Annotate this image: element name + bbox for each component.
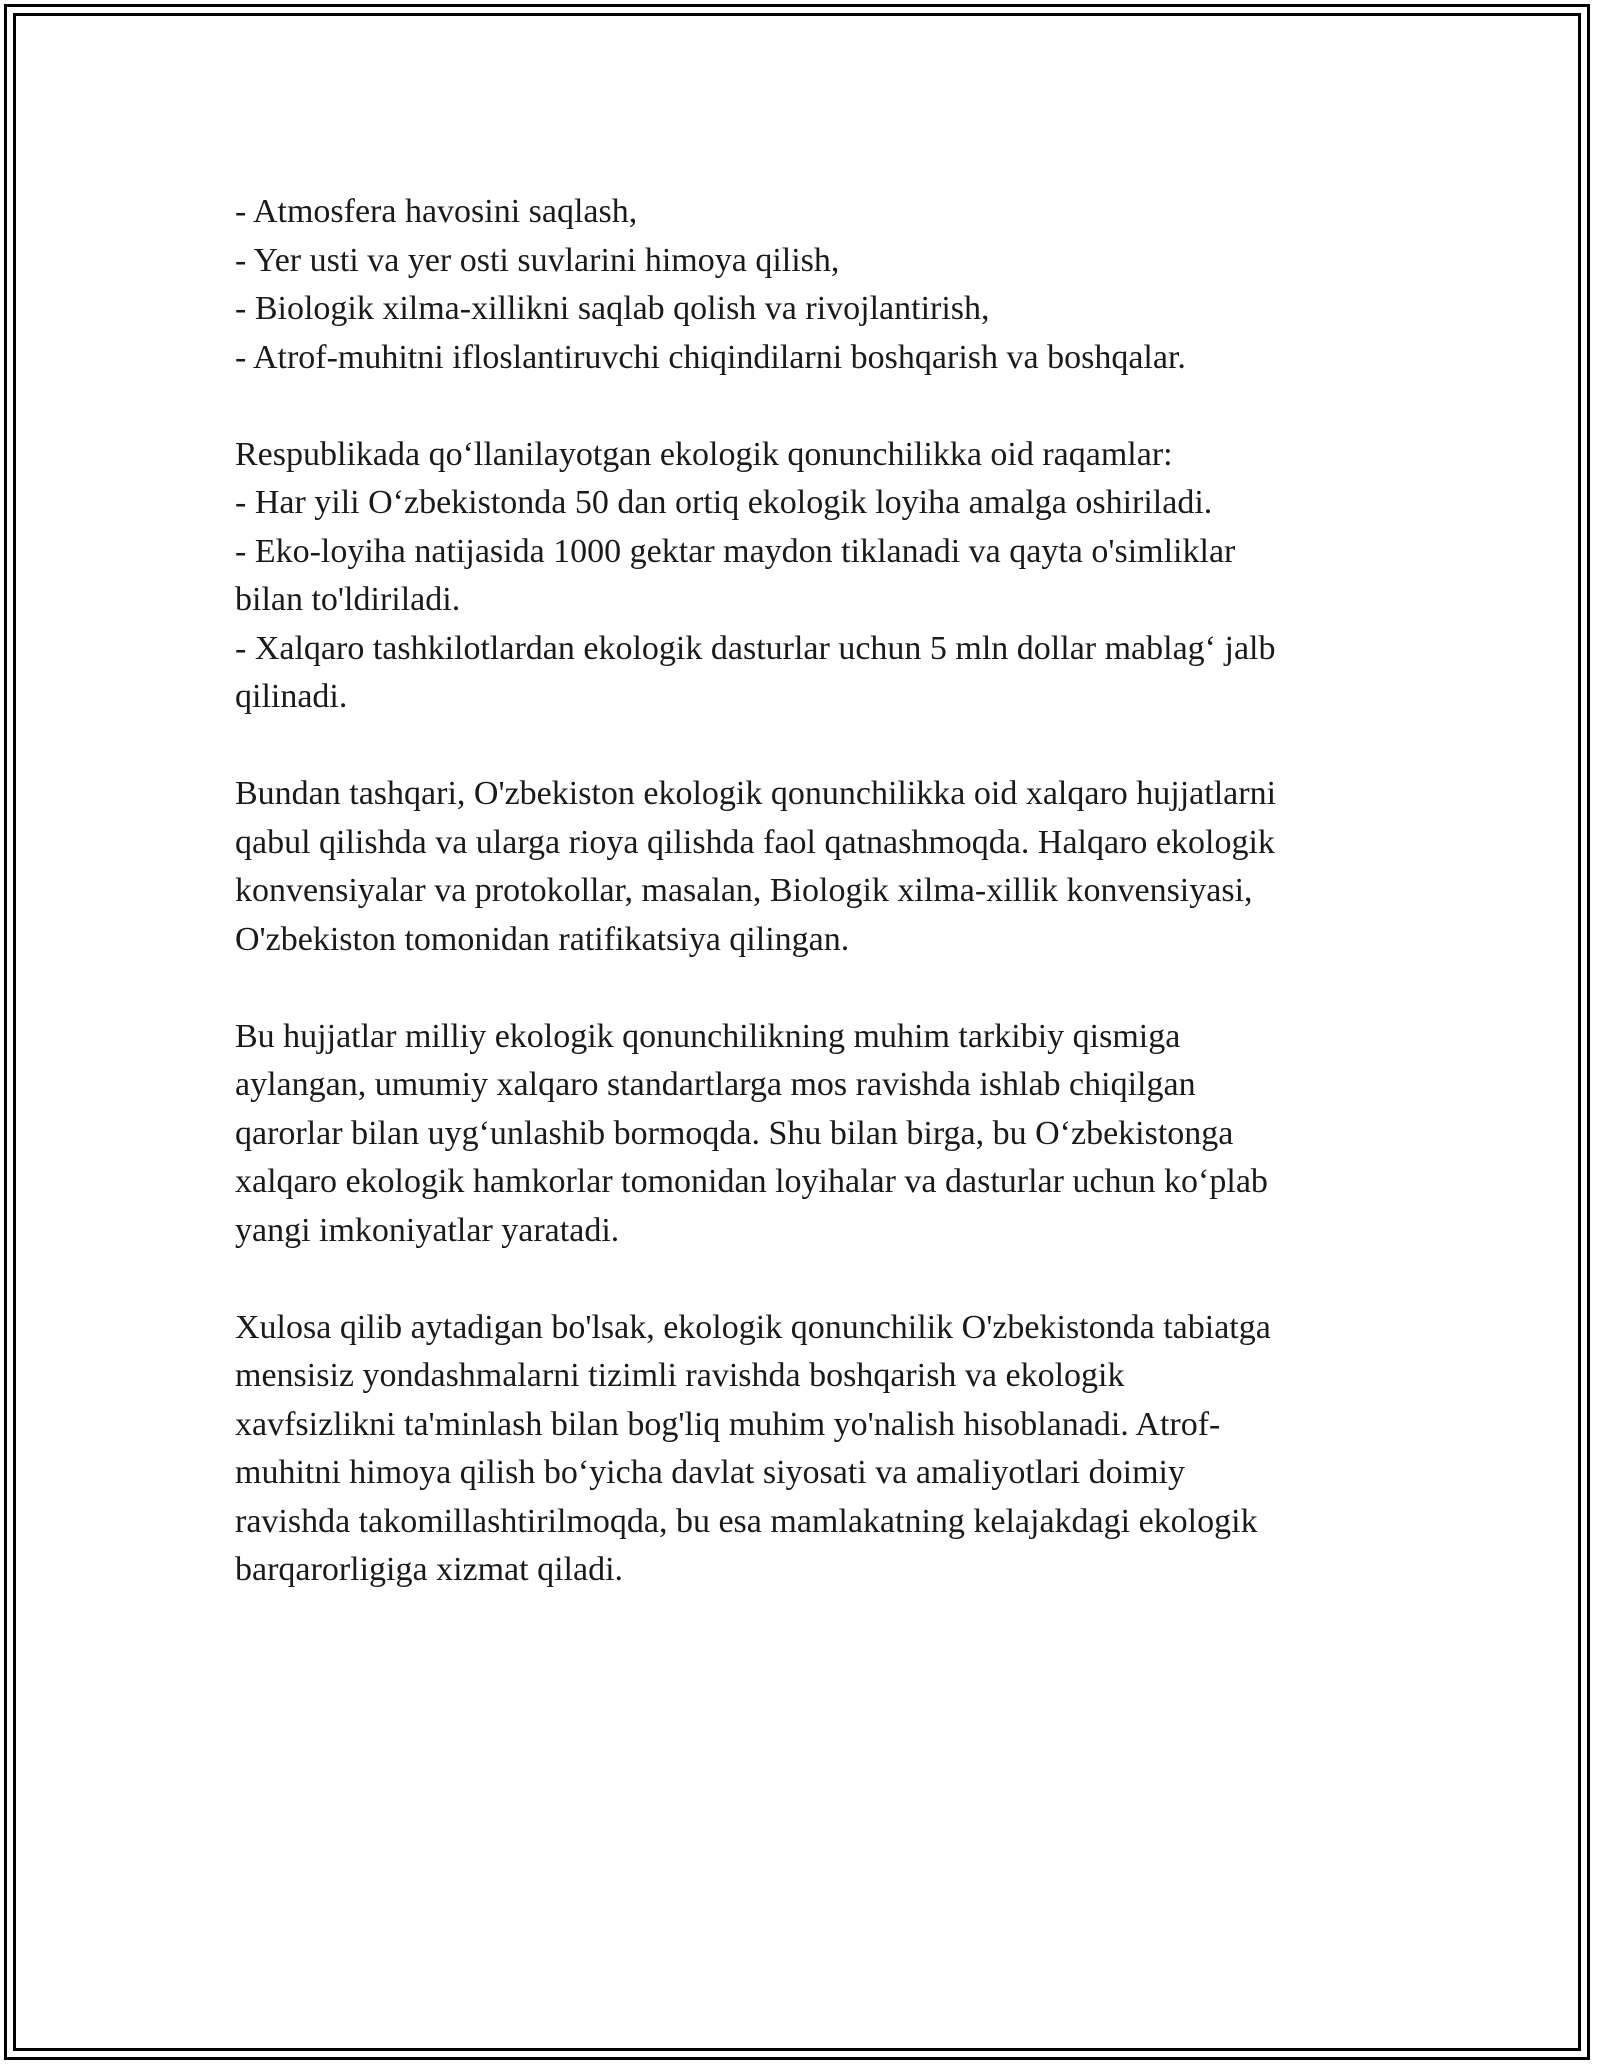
- text-line: aylangan, umumiy xalqaro standartlarga mos ravishda ishlab chiqilgan: [235, 1066, 1196, 1103]
- paragraph-international-documents: [235, 770, 1365, 964]
- list-item: - Atmosfera havosini saqlash,: [235, 193, 638, 230]
- list-item: - Biologik xilma-xillikni saqlab qolish va rivojlantirish,: [235, 290, 990, 327]
- paragraph-statistics: [235, 431, 1365, 722]
- text-line: qarorlar bilan uyg‘unlashib bormoqda. Shu bilan birga, bu O‘zbekistonga: [235, 1114, 1234, 1152]
- list-item: - Atrof-muhitni ifloslantiruvchi chiqindilarni boshqarish va boshqalar.: [235, 338, 1186, 376]
- text-line: O'zbekiston tomonidan ratifikatsiya qilingan.: [235, 920, 850, 958]
- text-line: mensisiz yondashmalarni tizimli ravishda boshqarish va ekologik: [235, 1357, 1125, 1394]
- text-line: qilinadi.: [235, 678, 348, 715]
- paragraph-conclusion: [235, 1304, 1365, 1595]
- list-item: - Xalqaro tashkilotlardan ekologik dasturlar uchun 5 mln dollar mablag‘ jalb: [235, 629, 1276, 667]
- text-line: qabul qilishda va ularga rioya qilishda faol qatnashmoqda. Halqaro ekologik: [235, 823, 1275, 861]
- text-line: ravishda takomillashtirilmoqda, bu esa mamlakatning kelajakdagi ekologik: [235, 1502, 1258, 1540]
- list-item: - Har yili O‘zbekistonda 50 dan ortiq ekologik loyiha amalga oshiriladi.: [235, 484, 1213, 521]
- text-line: konvensiyalar va protokollar, masalan, Biologik xilma-xillik konvensiyasi,: [235, 872, 1253, 909]
- text-line: bilan to'ldiriladi.: [235, 581, 461, 618]
- text-line: Respublikada qo‘llanilayotgan ekologik qonunchilikka oid raqamlar:: [235, 435, 1173, 473]
- list-item: - Eko-loyiha natijasida 1000 gektar maydon tiklanadi va qayta o'simliklar: [235, 532, 1236, 570]
- text-line: xalqaro ekologik hamkorlar tomonidan loyihalar va dasturlar uchun ko‘plab: [235, 1163, 1268, 1200]
- text-line: yangi imkoniyatlar yaratadi.: [235, 1211, 620, 1249]
- list-item: - Yer usti va yer osti suvlarini himoya qilish,: [235, 241, 840, 279]
- text-line: muhitni himoya qilish bo‘yicha davlat siyosati va amaliyotlari doimiy: [235, 1454, 1185, 1491]
- paragraph-objectives-list: [235, 188, 1365, 382]
- text-line: Bundan tashqari, O'zbekiston ekologik qonunchilikka oid xalqaro hujjatlarni: [235, 775, 1277, 812]
- text-line: Xulosa qilib aytadigan bo'lsak, ekologik qonunchilik O'zbekistonda tabiatga: [235, 1308, 1271, 1346]
- document-body: [235, 188, 1365, 1643]
- text-line: Bu hujjatlar milliy ekologik qonunchilikning muhim tarkibiy qismiga: [235, 1017, 1181, 1055]
- text-line: barqarorligiga xizmat qiladi.: [235, 1551, 624, 1588]
- paragraph-national-legislation: [235, 1013, 1365, 1256]
- text-line: xavfsizlikni ta'minlash bilan bog'liq muhim yo'nalish hisoblanadi. Atrof-: [235, 1405, 1221, 1443]
